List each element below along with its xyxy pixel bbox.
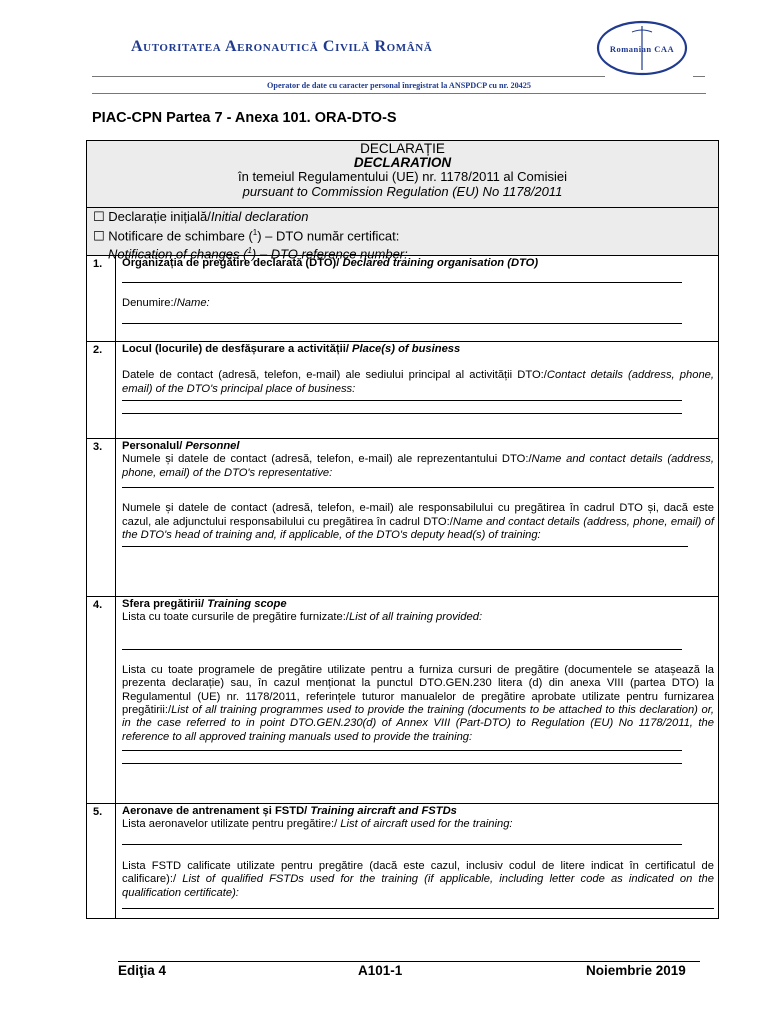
training-programmes-entry-line[interactable] <box>122 750 682 751</box>
section-number: 1. <box>87 256 116 341</box>
document-title: PIAC-CPN Partea 7 - Anexa 101. ORA-DTO-S <box>92 110 397 126</box>
training-programmes-entry-line[interactable] <box>122 763 682 764</box>
change-label-ro-a: Notificare de schimbare ( <box>108 227 253 243</box>
romanian-caa-logo <box>592 18 692 78</box>
section-number: 2. <box>87 342 116 438</box>
notification-of-changes-checkbox[interactable]: ☐ <box>93 227 105 243</box>
contact-entry-line[interactable] <box>122 413 682 414</box>
representative-entry-line[interactable] <box>122 487 714 488</box>
initial-declaration-label-ro: Declarație inițială/ <box>108 209 211 224</box>
change-label-en-b: ) – DTO reference number: <box>251 246 408 262</box>
declaration-title-en: DECLARATION <box>353 155 452 171</box>
initial-declaration-checkbox[interactable]: ☐ <box>93 209 105 224</box>
section-title: Personalul/ Personnel <box>122 440 240 452</box>
representative-label: Numele și datele de contact (adresă, telefon, e-mail) ale reprezentantului DTO:/Name and contact details (address, phone, email) of the DTO's representative: <box>122 453 714 479</box>
contact-entry-line[interactable] <box>122 400 682 401</box>
footnote-ref: 1 <box>252 227 258 237</box>
operator-note: Operator de date cu caracter personal înregistrat la ANSPDCP cu nr. 20425 <box>267 81 531 90</box>
fstd-list-label: Lista FSTD calificate utilizate pentru pregătire (dacă este cazul, inclusiv codul de litere indicat în certificatul de calificare):/ List of qualified FSTDs used for the training (if applicable, including letter code as indicated on the qualification certificate): <box>122 859 714 899</box>
section-1 <box>87 256 718 342</box>
section-title: Sfera pregătirii/ Training scope <box>122 598 287 610</box>
notification-of-changes-option[interactable] <box>93 225 718 244</box>
section-3 <box>87 439 718 597</box>
section-title: Aeronave de antrenament și FSTD/ Training aircraft and FSTDs <box>122 805 457 817</box>
header-rule-bottom <box>92 93 706 94</box>
head-of-training-label: Numele și datele de contact (adresă, telefon, e-mail) ale responsabilului cu pregătirea în cadrul DTO și, dacă este cazul, ale adjunctului responsabilului cu pregătirea în cadrul DTO:/Name and contact details (address, phone, email) of the DTO's head of training and, if applicable, of the DTO's deputy head(s) of training: <box>122 502 714 542</box>
declaration-basis-en: pursuant to Commission Regulation (EU) No 1178/2011 <box>242 183 563 199</box>
organization-name: Autoritatea Aeronautică Civilă Română <box>131 38 433 55</box>
section-number: 5. <box>87 804 116 918</box>
section-title: Organizația de pregătire declarată (DTO)/ Declared training organisation (DTO) <box>122 257 539 269</box>
declaration-form <box>86 140 719 919</box>
change-label-ro-b: ) – DTO număr certificat: <box>257 227 400 243</box>
aircraft-entry-line[interactable] <box>122 844 682 845</box>
section-number: 3. <box>87 439 116 596</box>
section-number: 4. <box>87 597 116 803</box>
contact-details-label: Datele de contact (adresă, telefon, e-mail) ale sediului principal al activității DTO:/Contact details (address, phone, email) of the DTO's principal place of business: <box>122 369 715 395</box>
dto-entry-line[interactable] <box>122 282 682 283</box>
initial-declaration-label-en: Initial declaration <box>210 209 309 224</box>
head-of-training-entry-line[interactable] <box>122 546 688 547</box>
training-provided-entry-line[interactable] <box>122 649 682 650</box>
fstd-entry-line[interactable] <box>122 908 714 909</box>
initial-declaration-option[interactable] <box>93 209 718 225</box>
logo-text: Romanian CAA <box>609 44 675 54</box>
section-5 <box>87 804 718 918</box>
header-rule <box>92 76 605 77</box>
declaration-type-options <box>87 208 718 262</box>
name-label: Denumire:/Name: <box>122 297 210 310</box>
footnote-ref: 1 <box>247 246 252 256</box>
change-label-en-a: Notification of changes ( <box>108 246 248 262</box>
declaration-heading <box>87 141 718 208</box>
section-4 <box>87 597 718 804</box>
header-rule-end <box>693 76 705 77</box>
training-programmes-label: Lista cu toate programele de pregătire utilizate pentru a furniza cursuri de pregătire (documentele se atașează la prezenta declarație) sau, în cazul menționat la punctul DTO.GEN.230 litera (d) din anexa VIII (partea DTO) la Regulamentul (UE) nr. 1178/2011, referințele tuturor manualelor de pregătire aprobate utilizate pentru furnizarea pregătirii:/List of all training programmes used to provide the training (documents to be attached to this declaration) or, in the case referred to in point DTO.GEN.230(d) of Annex VIII (Part-DTO) to Regulation (EU) No 1178/2011, the reference to all approved training manuals used to provide the training: <box>122 663 714 743</box>
edition: Ediţia 4 <box>118 963 167 978</box>
footer-rule <box>118 961 700 962</box>
page-number: A101-1 <box>358 963 403 978</box>
section-title: Locul (locurile) de desfășurare a activității/ Place(s) of business <box>122 343 461 355</box>
training-provided-label: Lista cu toate cursurile de pregătire furnizate:/List of all training provided: <box>122 611 483 624</box>
declaration-basis-ro: în temeiul Regulamentului (UE) nr. 1178/2011 al Comisiei <box>237 169 568 185</box>
aircraft-list-label: Lista aeronavelor utilizate pentru pregătire:/ List of aircraft used for the training: <box>122 818 513 831</box>
name-entry-line[interactable] <box>122 323 682 324</box>
section-2 <box>87 342 718 439</box>
issue-date: Noiembrie 2019 <box>586 963 686 978</box>
declaration-title-ro: DECLARAȚIE <box>360 141 445 156</box>
